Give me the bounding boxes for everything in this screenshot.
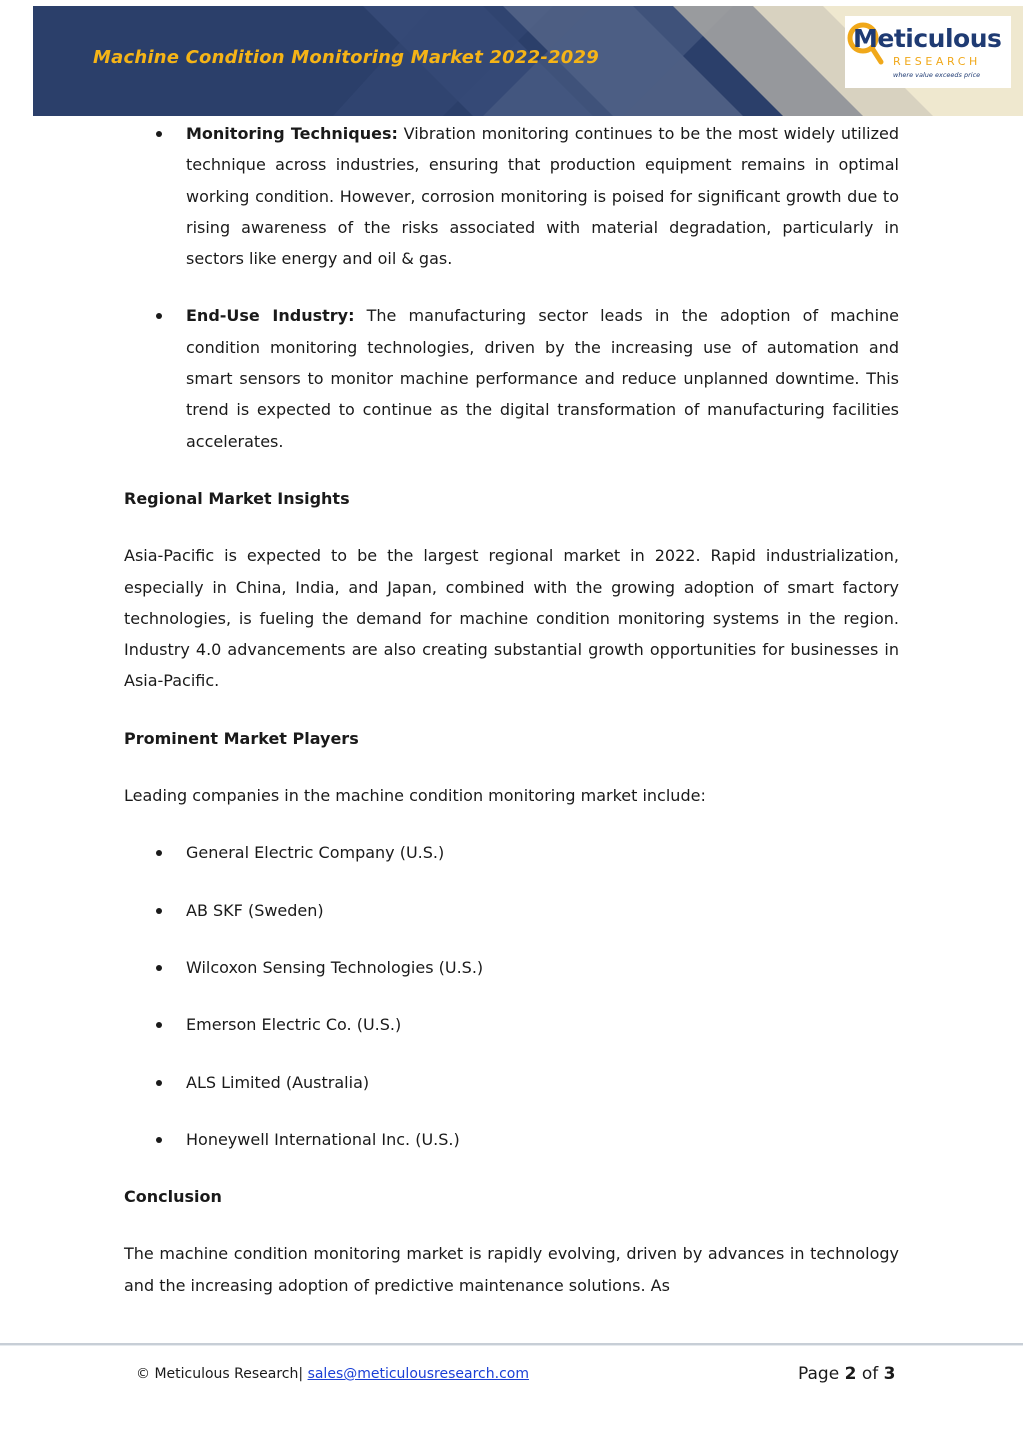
copyright-text: © Meticulous Research| — [136, 1366, 304, 1382]
list-item — [124, 837, 899, 868]
list-item — [124, 1009, 899, 1040]
player-name: Emerson Electric Co. (U.S.) — [186, 1015, 402, 1035]
page-content — [124, 118, 899, 1301]
player-name: AB SKF (Sweden) — [186, 900, 324, 920]
logo-subtitle: RESEARCH — [893, 55, 981, 68]
bullet-icon — [156, 313, 162, 319]
list-item — [124, 1124, 899, 1155]
player-name: General Electric Company (U.S.) — [186, 843, 445, 863]
logo-tagline: where value exceeds price — [893, 71, 981, 79]
list-item — [124, 895, 899, 926]
bullet-icon — [156, 1137, 162, 1143]
player-name: Honeywell International Inc. (U.S.) — [186, 1129, 460, 1149]
players-intro: Leading companies in the machine condition monitoring market include: — [124, 786, 706, 806]
bullet-text: Vibration monitoring continues to be the most widely utilized technique across industries, ensuring that production equipment remains in optimal working condition. However, corrosion monitoring is poised for significant growth due to rising awareness of the risks associated with material degradation, particularly in sectors like energy and oil & gas. — [186, 124, 899, 269]
bullet-label: Monitoring Techniques: — [186, 124, 398, 143]
page-of: of — [861, 1364, 879, 1384]
page-word: Page — [798, 1364, 840, 1384]
player-name: ALS Limited (Australia) — [186, 1072, 370, 1092]
bullet-icon — [156, 1022, 162, 1028]
bullet-text: The manufacturing sector leads in the adoption of machine condition monitoring technologies, driven by the increasing use of automation and smart sensors to monitor machine performance and reduce unplanned downtime. This trend is expected to continue as the digital transformation of manufacturing facilities accelerates. — [186, 306, 900, 451]
list-item — [124, 952, 899, 983]
page-total: 3 — [883, 1364, 896, 1384]
footer-copyright — [136, 1366, 529, 1382]
heading-conclusion: Conclusion — [124, 1187, 222, 1207]
bullet-monitoring-techniques — [124, 118, 899, 274]
list-item — [124, 1067, 899, 1098]
document-title: Machine Condition Monitoring Market 2022-2029 — [93, 47, 599, 68]
bullet-icon — [156, 131, 162, 137]
email-link[interactable]: sales@meticulousresearch.com — [307, 1366, 529, 1382]
bullet-icon — [156, 1080, 162, 1086]
bullet-end-use-industry — [124, 300, 899, 456]
page-current: 2 — [844, 1364, 857, 1384]
heading-players: Prominent Market Players — [124, 728, 359, 748]
bullet-icon — [156, 850, 162, 856]
header-banner — [33, 6, 1023, 116]
footer-divider — [0, 1343, 1023, 1346]
regional-paragraph: Asia-Pacific is expected to be the largest regional market in 2022. Rapid industrialization, especially in China, India, and Japan, combined with the growing adoption of smart factory technologies, is fueling the demand for machine condition monitoring systems in the region. Industry 4.0 advancements are also creating substantial growth opportunities for businesses in Asia-Pacific. — [124, 546, 899, 691]
bullet-label: End-Use Industry: — [186, 306, 355, 326]
logo-wordmark: Meticulous — [853, 24, 1002, 53]
heading-regional: Regional Market Insights — [124, 488, 350, 508]
company-logo — [845, 16, 1011, 88]
page-number — [798, 1364, 895, 1384]
player-name: Wilcoxon Sensing Technologies (U.S.) — [186, 957, 484, 977]
bullet-icon — [156, 965, 162, 971]
conclusion-paragraph: The machine condition monitoring market is rapidly evolving, driven by advances in technology and the increasing adoption of predictive maintenance solutions. As — [124, 1244, 899, 1295]
bullet-icon — [156, 908, 162, 914]
